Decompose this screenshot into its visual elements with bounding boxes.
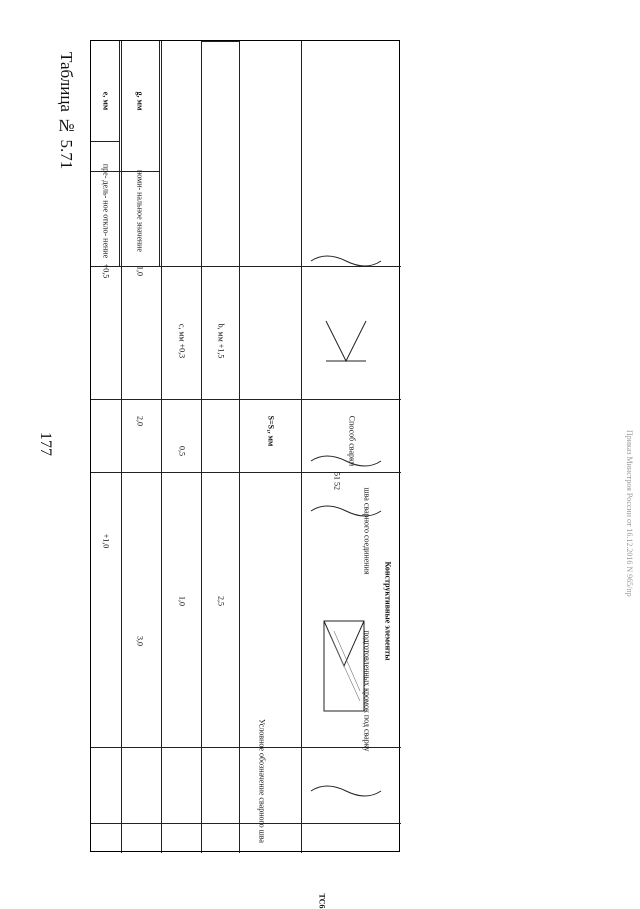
method-header: Способ сварки bbox=[347, 415, 357, 467]
constructive-header: Конструктивные элементы bbox=[383, 561, 393, 661]
designation-value: ТС6 bbox=[317, 893, 327, 909]
weld-seam-header: шва сварного соединения bbox=[362, 487, 372, 575]
method-value: 51 52 bbox=[332, 472, 342, 490]
g-header: g, мм bbox=[135, 91, 145, 111]
prepared-edges-drawing bbox=[306, 251, 386, 481]
c-value-1: 0,5 bbox=[177, 446, 187, 456]
e-deviation-header: пре- дель- ное откло- нение bbox=[101, 163, 111, 259]
page-number: 177 bbox=[37, 432, 54, 456]
side-note: Приказ Минстроя России от 16.12.2016 N 965/пр bbox=[625, 430, 634, 597]
g-deviation-1: +0,5 bbox=[101, 263, 111, 279]
b-value: 2,5 bbox=[216, 596, 226, 606]
g-nominal-2: 2,0 bbox=[135, 416, 145, 426]
b-header: b, мм +1,5 bbox=[216, 323, 226, 359]
weld-seam-drawing bbox=[306, 491, 386, 831]
g-nominal-1: 1,0 bbox=[135, 266, 145, 276]
e-nominal-header: номи- нальное значение bbox=[135, 170, 145, 252]
prepared-edges-header: подготовленных кромок под сварку bbox=[362, 630, 372, 752]
weld-table bbox=[90, 40, 400, 909]
e-header: e, мм bbox=[101, 91, 111, 111]
c-header: c, мм +0,3 bbox=[177, 323, 187, 359]
table-title: Таблица № 5.71 bbox=[57, 52, 76, 170]
thickness-header: S=S₁, мм bbox=[266, 415, 276, 447]
g-deviation-2: +1,0 bbox=[101, 533, 111, 549]
designation-header: Условное обозначение сварного шва bbox=[257, 719, 267, 843]
c-value-2: 1,0 bbox=[177, 596, 187, 606]
g-nominal-3: 3,0 bbox=[135, 636, 145, 646]
